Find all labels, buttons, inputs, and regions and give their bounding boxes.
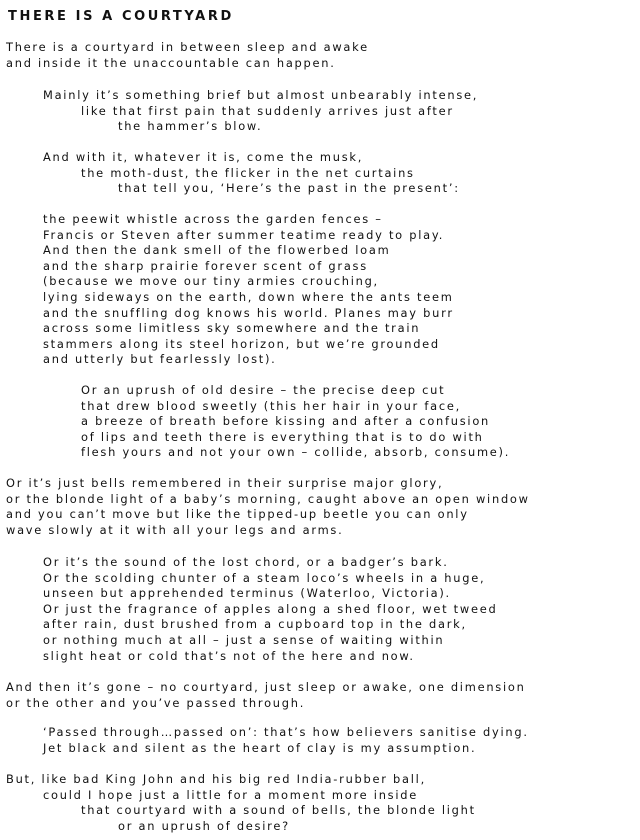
poem-line: And then it’s gone – no courtyard, just sleep or awake, one dimension xyxy=(6,680,526,694)
poem-line: that courtyard with a sound of bells, the blonde light xyxy=(81,803,476,818)
poem-line: like that first pain that suddenly arrives just after xyxy=(81,103,454,118)
poem-line: a breeze of breath before kissing and after a confusion xyxy=(81,414,491,429)
poem-line: or the other and you’ve passed through. xyxy=(6,695,306,710)
stanza xyxy=(6,150,460,197)
poem-title: THERE IS A COURTYARD xyxy=(8,9,234,24)
poem-line: wave slowly at it with all your legs and arms. xyxy=(6,522,344,537)
stanza xyxy=(6,725,529,756)
poem-line: the hammer’s blow. xyxy=(118,119,263,134)
poem-line: flesh yours and not your own – collide, absorb, consume). xyxy=(81,445,511,460)
poem-line: Or the scolding chunter of a steam loco’s wheels in a huge, xyxy=(43,570,486,585)
poem-line: or nothing much at all – just a sense of waiting within xyxy=(43,632,445,647)
poem-line: stammers along its steel horizon, but we’re grounded xyxy=(43,336,440,351)
stanza xyxy=(6,555,497,664)
poem-line: Or an uprush of old desire – the precise deep cut xyxy=(81,383,446,397)
poem-line: (because we move our tiny armies crouching, xyxy=(43,274,379,289)
stanza xyxy=(6,88,478,135)
poem-line: across some limitless sky somewhere and the train xyxy=(43,321,421,336)
poem-line: the moth-dust, the flicker in the net curtains xyxy=(81,165,415,180)
poem-line: after rain, dust brushed from a cupboard top in the dark, xyxy=(43,617,467,632)
poem-line: that tell you, ‘Here’s the past in the present’: xyxy=(118,181,460,196)
poem-line: and you can’t move but like the tipped-up beetle you can only xyxy=(6,507,469,522)
poem-line: or an uprush of desire? xyxy=(118,818,290,833)
poem-line: There is a courtyard in between sleep and awake xyxy=(6,40,369,54)
poem-line: Or it’s the sound of the lost chord, or a badger’s bark. xyxy=(43,555,449,569)
poem-line: But, like bad King John and his big red India-rubber ball, xyxy=(6,772,426,786)
poem-line: lying sideways on the earth, down where the ants teem xyxy=(43,289,454,304)
stanza xyxy=(6,772,476,834)
poem-line: that drew blood sweetly (this her hair in your face, xyxy=(81,398,461,413)
stanza xyxy=(6,40,369,71)
stanza xyxy=(6,212,454,368)
poem-line: could I hope just a little for a moment more inside xyxy=(43,787,419,802)
poem-line: and the snuffling dog knows his world. Planes may burr xyxy=(43,305,454,320)
poem-line: unseen but apprehended terminus (Waterloo, Victoria). xyxy=(43,586,451,601)
stanza xyxy=(6,680,526,711)
poem-line: Or just the fragrance of apples along a shed floor, wet tweed xyxy=(43,601,498,616)
poem-line: And with it, whatever it is, come the musk, xyxy=(43,150,364,164)
poem-line: the peewit whistle across the garden fences – xyxy=(43,212,383,226)
poem-line: or the blonde light of a baby’s morning, caught above an open window xyxy=(6,491,530,506)
poem-line: and utterly but fearlessly lost). xyxy=(43,352,277,367)
poem-line: of lips and teeth there is everything that is to do with xyxy=(81,429,484,444)
stanza xyxy=(6,383,510,461)
stanza xyxy=(6,476,530,538)
poem-line: Francis or Steven after summer teatime ready to play. xyxy=(43,227,445,242)
poem-line: Mainly it’s something brief but almost unbearably intense, xyxy=(43,88,479,102)
poem-line: and the sharp prairie forever scent of grass xyxy=(43,258,368,273)
poem-line: slight heat or cold that’s not of the here and now. xyxy=(43,648,415,663)
poem-line: ‘Passed through…passed on’: that’s how believers sanitise dying. xyxy=(43,725,529,739)
poem-line: And then the dank smell of the flowerbed loam xyxy=(43,243,391,258)
poem-line: and inside it the unaccountable can happen. xyxy=(6,55,336,70)
poem-line: Or it’s just bells remembered in their surprise major glory, xyxy=(6,476,444,490)
poem-line: Jet black and silent as the heart of clay is my assumption. xyxy=(43,740,477,755)
